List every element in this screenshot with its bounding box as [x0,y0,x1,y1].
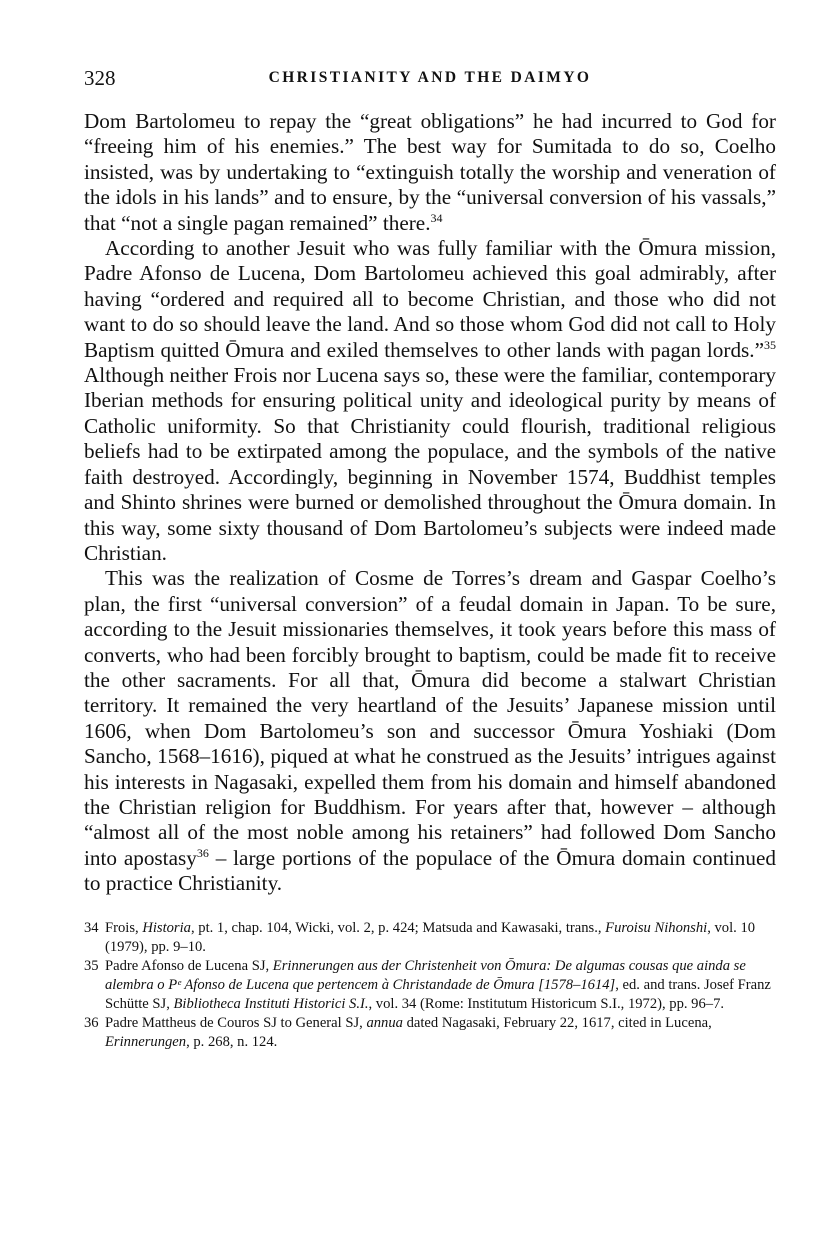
footnote-segment: Erinnerungen aus der Christenheit von Ōmura: De algumas cousas que ainda se alembra o Pᵉ Afonso de Lucena que pertencem à Christandade de Ōmura [1578–1614] [105,957,746,993]
footnote-text [105,1014,776,1052]
paragraph-text: Although neither Frois nor Lucena says so, these were the familiar, contemporary Iberian methods for ensuring political unity and ideological purity by means of Catholic uniformity. So that Christianity could flourish, traditional religious beliefs had to be extirpated among the populace, and the symbols of the native faith destroyed. Accordingly, beginning in November 1574, Buddhist temples and Shinto shrines were burned or demolished throughout the Ōmura domain. In this way, some sixty thousand of Dom Bartolomeu’s subjects were indeed made Christian. [84,363,776,565]
footnote-segment: Frois, [105,919,143,936]
footnote [84,919,776,957]
footnote-segment: , pt. 1, chap. 104, Wicki, vol. 2, p. 424; Matsuda and Kawasaki, trans., [190,919,606,936]
footnote-text [105,919,776,957]
footnote-segment: Padre Mattheus de Couros SJ to General SJ, [105,1014,367,1031]
footnote-ref: 35 [764,337,776,352]
footnote-ref: 34 [430,210,443,225]
footnote-segment: Historia [142,919,191,936]
footnotes [84,919,776,1052]
paragraph [84,109,776,236]
footnote [84,957,776,1014]
footnote-segment: annua [366,1014,403,1031]
footnote-segment: Padre Afonso de Lucena SJ, [105,957,273,974]
footnote-segment: , vol. 34 (Rome: Institutum Historicum S.I., 1972), pp. 96–7. [368,995,725,1012]
paragraph-text: According to another Jesuit who was fully familiar with the Ōmura mission, Padre Afonso de Lucena, Dom Bartolomeu achieved this goal admirably, after having “ordered and required all to become Christian, and those who did not want to do so should leave the land. And so those whom God did not call to Holy Baptism quitted Ōmura and exiled themselves to other lands with pagan lords.” [84,236,776,362]
paragraph-text: – large portions of the populace of the Ōmura domain continued to practice Christianity. [84,845,776,896]
footnote-segment: , ed. and trans. Josef Franz Schütte SJ, [105,976,771,1012]
footnote-number: 35 [84,957,99,974]
running-title: CHRISTIANITY AND THE DAIMYO [268,69,592,86]
footnote-text [105,957,776,1014]
body-text [84,109,776,897]
footnote-ref: 36 [196,845,209,860]
paragraph-text: This was the realization of Cosme de Torres’s dream and Gaspar Coelho’s plan, the first “universal conversion” of a feudal domain in Japan. To be sure, according to the Jesuit missionaries themselves, it took years before this mass of converts, who had been forcibly brought to baptism, could be made fit to receive the other sacraments. For all that, Ōmura did become a stalwart Christian territory. It remained the very heartland of the Jesuits’ Japanese mission until 1606, when Dom Bartolomeu’s son and successor Ōmura Yoshiaki (Dom Sancho, 1568–1616), piqued at what he construed as the Jesuits’ intrigues against his interests in Nagasaki, expelled them from his domain and himself abandoned the Christian religion for Buddhism. For years after that, however – although “almost all of the most noble among his retainers” had followed Dom Sancho into apostasy [84,566,776,870]
paragraph [84,566,776,896]
running-head [84,66,776,96]
footnote-segment: Furoisu Nihonshi [605,919,708,936]
footnote [84,1014,776,1052]
footnote-segment: , p. 268, n. 124. [186,1033,278,1050]
page-number: 328 [84,66,116,90]
footnote-number: 36 [84,1014,99,1031]
footnote-number: 34 [84,919,99,936]
paragraph-text: Dom Bartolomeu to repay the “great obligations” he had incurred to God for “freeing him of his enemies.” The best way for Sumitada to do so, Coelho insisted, was by undertaking to “extinguish totally the worship and veneration of the idols in his lands” and to ensure, by the “universal conversion of his vassals,” that “not a single pagan remained” there. [84,109,776,235]
footnote-segment: , vol. 10 (1979), pp. 9–10. [105,919,756,955]
paragraph [84,236,776,566]
book-page [84,66,776,1052]
footnote-segment: dated Nagasaki, February 22, 1617, cited in Lucena, [402,1014,712,1031]
footnote-segment: Erinnerungen [105,1033,187,1050]
footnote-segment: Bibliotheca Instituti Historici S.I. [173,995,369,1012]
